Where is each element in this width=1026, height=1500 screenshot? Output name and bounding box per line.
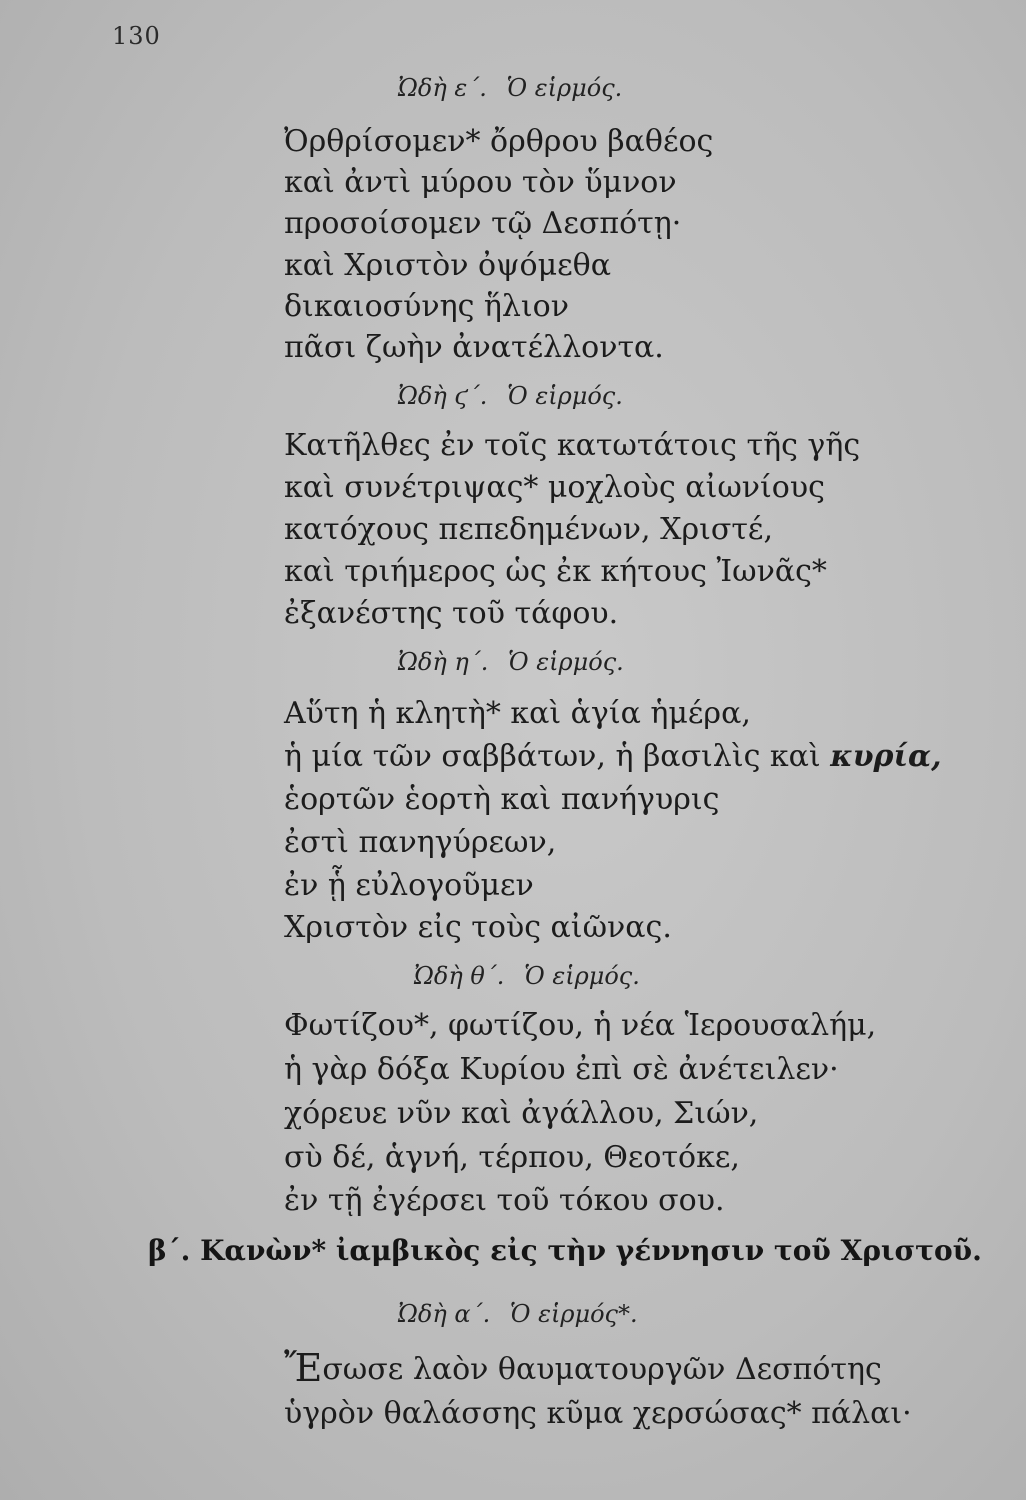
text-line: ἐξανέστης τοῦ τάφου. (284, 596, 619, 631)
ode-heading (398, 382, 623, 410)
ode-number: Ὠδὴ α΄. (398, 1300, 491, 1328)
irmos-label: Ὁ εἱρμός*. (509, 1300, 638, 1328)
text-line: ἑορτῶν ἑορτὴ καὶ πανήγυρις (284, 782, 720, 817)
text-line: Φωτίζου*, φωτίζου, ἡ νέα Ἱερουσαλήμ, (284, 1008, 877, 1043)
irmos-label: Ὁ εἱρμός. (507, 382, 623, 410)
ode-number: Ὠδὴ η΄. (398, 648, 489, 676)
irmos-label: Ὁ εἱρμός. (506, 74, 623, 102)
text-line: Κατῆλθες ἐν τοῖς κατωτάτοις τῆς γῆς (284, 428, 861, 463)
text-line: προσοίσομεν τῷ Δεσπότῃ· (284, 206, 682, 241)
text-line: χόρευε νῦν καὶ ἀγάλλου, Σιών, (284, 1096, 759, 1131)
text-line: δικαιοσύνης ἥλιον (284, 289, 569, 324)
initial-letter: Ἔ (284, 1346, 323, 1390)
text-line: καὶ Χριστὸν ὀψόμεθα (284, 248, 611, 283)
text-line: κατόχους πεπεδημένων, Χριστέ, (284, 512, 773, 547)
ode-heading (398, 648, 624, 676)
ode-number: Ὠδὴ ϛ΄. (398, 382, 488, 410)
text-line: ὑγρὸν θαλάσσης κῦμα χερσώσας* πάλαι· (284, 1396, 912, 1431)
emphasized-word: κυρία, (830, 739, 942, 774)
text-line: καὶ συνέτριψας* μοχλοὺς αἰωνίους (284, 470, 825, 505)
text-line: ἐστὶ πανηγύρεων, (284, 825, 557, 860)
text-line: πᾶσι ζωὴν ἀνατέλλοντα. (284, 330, 664, 365)
ode-heading (414, 962, 640, 990)
ode-number: Ὠδὴ θ΄. (414, 962, 505, 990)
text-line: ἐν τῇ ἐγέρσει τοῦ τόκου σου. (284, 1183, 725, 1218)
text-line: Αὕτη ἡ κλητὴ* καὶ ἁγία ἡμέρα, (284, 696, 751, 731)
text-line: καὶ τριήμερος ὡς ἐκ κήτους Ἰωνᾶς* (284, 554, 827, 589)
text-line: Ὀρθρίσομεν* ὄρθρου βαθέος (284, 124, 714, 159)
text-line: σὺ δέ, ἁγνή, τέρπου, Θεοτόκε, (284, 1140, 740, 1175)
text-line: ἐν ᾗ εὐλογοῦμεν (284, 868, 534, 903)
text-line (284, 1346, 882, 1390)
irmos-label: Ὁ εἱρμός. (524, 962, 640, 990)
text-line: καὶ ἀντὶ μύρου τὸν ὕμνον (284, 165, 677, 200)
text-line: ἡ γὰρ δόξα Κυρίου ἐπὶ σὲ ἀνέτειλεν· (284, 1052, 839, 1087)
page-number: 130 (112, 22, 161, 50)
ode-heading (398, 74, 622, 102)
ode-heading (398, 1300, 638, 1328)
text-line: Χριστὸν εἰς τοὺς αἰῶνας. (284, 910, 672, 945)
text-line (284, 739, 942, 775)
ode-number: Ὠδὴ ε΄. (398, 74, 487, 102)
text-span: ἡ μία τῶν σαββάτων, ἡ βασιλὶς καὶ (284, 739, 821, 774)
text-span: σωσε λαὸν θαυματουργῶν Δεσπότης (322, 1352, 882, 1387)
section-title: β΄. Κανὼν* ἰαμβικὸς εἰς τὴν γέννησιν τοῦ Χριστοῦ. (148, 1234, 982, 1267)
irmos-label: Ὁ εἱρμός. (508, 648, 624, 676)
